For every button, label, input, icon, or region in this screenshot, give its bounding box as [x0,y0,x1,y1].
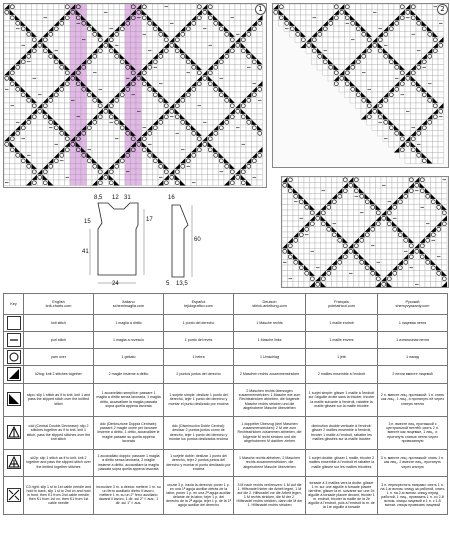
header-site: knit-charts.com [45,304,72,308]
key-cell: k2tog: knit 2 stitches together [24,366,94,383]
key-header-6 [378,294,448,315]
key-cell: torsade à 3 mailles vers la droite: glisser 1 m. sur une aiguille à torsade placée derrière, glisser la m. suivante sur une 2e aiguille à torsade placée devant, tricoter 1 m. endroit, tricoter la maille de la 2e aiguille à l'endroit, puis à l'endroit la m. de la 1re aiguille à torsade [306,476,378,514]
key-cell: 1 punto del revés [164,332,234,349]
key-cell: 2 п. вместе лиц. протяжкой: 1 п. снять как лиц., 1 лиц., и протянуть её через снятую петлю [378,383,448,416]
skpo-icon [7,392,21,406]
key-cell: 1 surjet double: glisser 1 maille, tricoter 2 mailles ensemble à l'endroit et rabattre la maille glissée sur les mailles tricotées [306,449,378,476]
key-header-5 [306,294,378,315]
key-row [4,315,448,332]
header-site: pointatricot.com [328,304,355,308]
key-symbol-cell [4,476,24,514]
key-cell: 1 накид [378,349,448,366]
c3-icon [7,488,21,502]
key-symbol-cell [4,449,24,476]
header-site: schemimaglia.com [112,304,145,308]
key-cell: skpo: slip 1 stitch as if to knit, knit 1 and pass the slipped stitch over the knitted stitch [24,383,94,416]
key-symbol-cell [4,366,24,383]
key-cell: 1 jeté [306,349,378,366]
key-header-3 [164,294,234,315]
key-cell: 1 Masche rechts abheben, 2 Maschen rechts zusammenstricken, die abgehobene Masche überziehen [234,449,306,476]
knit-icon [7,316,21,330]
key-cell: 3 п. перекрестить направо: снять 1 п. на 1-ю вспом. спицу за работой, снять 1 п. на 2-ю вспом. спицу перед работой, 1 лиц., провязать 1 п. со 2-й вспом. спицы лицевой и 1 п. с 1-й вспом. спицы провязать лицевой [378,476,448,514]
header-language: Español [191,299,206,304]
header-site: shemyvyazaniy.com [395,304,430,308]
key-cell: purl stitch [24,332,94,349]
stitch-chart-1 [3,3,267,188]
key-header-1 [24,294,94,315]
key-header-4 [234,294,306,315]
key-cell: 2 puntos juntos del derecho [164,366,234,383]
key-row [4,383,448,416]
schem-label-width: 24 [112,281,119,287]
cdd-icon [7,425,21,439]
key-cell: 1 punto del derecho [164,315,234,332]
header-language: Français [334,299,349,304]
garment-schematic [80,195,210,290]
key-cell: 1 maglia a rovescio [94,332,164,349]
key-header-row [4,294,448,315]
key-cell: knit stitch [24,315,94,332]
key-cell: 1 accavallato doppio: passare 1 maglia a diritto senza lavorarla, 2 maglie insieme a diritto, accavallare la maglia passata sopra quella appena lavorata [94,449,164,476]
schem-label-side-length: 41 [82,249,89,255]
key-cell: 3 M nach rechts verkreuzen: 1 M auf die 1. Hilfsnadel hinter die Arbeit legen, 1 M auf die 2. Hilfsnadel vor die Arbeit legen, 1 M rechts stricken, die M der 2. Hilfsnadel rechts stricken, dann die M der 1. Hilfsnadel rechts stricken [234,476,306,514]
key-row [4,332,448,349]
key-cell: 1 maille endroit [306,315,378,332]
chart-1-badge: 1 [255,4,266,15]
key-cell: diminution double verticale à l'endroit: glisser 2 mailles ensemble à l'endroit, tricoter 1 maille à l'endroit, rabattre les mailles glissées sur la maille tricotée [306,416,378,449]
yo-icon [7,350,21,364]
stitch-chart-2 [272,3,449,168]
key-cell: 1 surjet simple: glisser 1 maille à l'endroit sur l'aiguille droite sans la tricoter, tricoter la maille suivante à l'endroit, rabattre la maille glissée sur la maille tricotée [306,383,378,416]
key-symbol-cell [4,383,24,416]
schem-label-side-upper: 15 [84,219,91,225]
schem-label-sleeve-length: 60 [194,237,201,243]
key-cell: 2 Maschen rechts zusammenstricken [234,366,306,383]
key-cell: cdd (Central Double Decrease): slip 2 stitches together as if to knit, knit 1 stitch, pass the slipped stitches over the knit stitch [24,416,94,449]
stitch-key-table [3,293,448,515]
schem-label-neck: 12 [112,195,119,201]
key-cell: ddc (Diminuzione Doppia Centrale): passare 2 maglie come per lavorare insieme a diritto, 1 dritto, accavallare le maglie passate su quella appena lavorata [94,416,164,449]
key-cell: 2 mailles ensemble à l'endroit [306,366,378,383]
purl-icon [7,333,21,347]
key-row [4,366,448,383]
key-cell: 1 surjete simple: deslizar 1 punto del derecho, tejer 1 punto del derecho y montar el punto deslizado por encima [164,383,234,416]
key-cell: 1 Masche rechts [234,315,306,332]
key-cell: 1 accavellato semplice: passare 1 maglia a diritto senza lavorarla, 1 maglia dritto, accavallare la maglia passata sopra quella appena lavorata [94,383,164,416]
chart-1-grid [4,4,266,187]
key-row [4,476,448,514]
schem-label-sleeve-top: 16 [168,195,175,201]
key-cell: sk2p: slip 1 stitch as if to knit, knit 2 together and pass the slipped stitch over the knitted together stitches [24,449,94,476]
k2tog-icon [7,367,21,381]
key-header-2 [94,294,164,315]
key-cell: 1 surjete doble: deslizar 1 punto del derecho, tejer 2 puntos juntos del derecho y montar el punto deslizado por encima [164,449,234,476]
key-cell: 3 п. вместе лиц. протяжкой с центральной петлёй: снять 2 п. вместе как лицевые, 1 лиц., и протянуть снятые петли через провязанную [378,416,448,449]
key-cell: 1 maille envers [306,332,378,349]
key-cell: 2 maglie insieme a diritto [94,366,164,383]
key-cell: 1 doppelter Überzug (drei Maschen zusammenstricken): 2 M wie zum Rechtsstricken zusammen abheben, die folgende M recht stricken und die abgehobenen M darüber ziehen [234,416,306,449]
schematic-outline [80,195,210,290]
key-cell: 1 gettato [94,349,164,366]
header-language: Key [10,301,17,306]
key-row [4,449,448,476]
schem-label-shoulder: 8,5 [94,195,103,201]
schem-label-cuff-width: 13,5 [176,281,188,287]
key-cell: ddc (Disminución Doble Central): deslizar 2 puntos juntos como de derecho, tejer 1 punto del derecho y montar los puntos deslizados encima [164,416,234,449]
header-language: English [52,299,65,304]
key-cell: cruzar 3 p. hacia la derecha: poner 1 p. en una 1ª aguja auxiliar detrás de la labor, poner 1 p. en una 2ª aguja auxiliar delante de la labor, tejer 1 p. del derecho de la 2ª aguja, tejer 1 p. de la 1ª aguja auxiliar del derecho [164,476,234,514]
key-symbol-cell [4,332,24,349]
key-header-0 [4,294,24,315]
key-cell: incrociare 3 m. a destra: mettere 1 m. su un ferro ausiliario dietro il lavoro, mettere 1 m. su un 2° ferro ausiliario davanti il lavoro, 1 dir. sul 2° f. aus., 1 dir. sul 1° f. aus. [94,476,164,514]
key-body [4,315,448,515]
key-symbol-cell [4,315,24,332]
key-symbol-cell [4,416,24,449]
key-cell: 2 петли вместе лицевой [378,366,448,383]
header-site: tejidografico.com [184,304,213,308]
stitch-chart-3 [281,176,449,288]
key-symbol-cell [4,349,24,366]
key-cell: 1 изнаночная петля [378,332,448,349]
header-language: Italiano [122,299,135,304]
chart-2-badge: 2 [437,4,448,15]
schem-label-neck-depth: 31 [124,195,131,201]
key-row [4,349,448,366]
key-cell: 1 hebra [164,349,234,366]
key-cell: 1 лицевая петля [378,315,448,332]
key-row [4,416,448,449]
key-cell: 1 Umschlag [234,349,306,366]
sk2p-icon [7,455,21,469]
schem-label-armhole: 17 [146,217,153,223]
chart-2-grid [273,4,448,167]
key-cell: 1 Masche links [234,332,306,349]
header-language: Deutsch [262,299,277,304]
key-cell: C3 right: slip 1 st to 1st cable needle and hold in back, slip 1 st to 2nd cn and hold in front, then K1 from 2nd cable needle, then K1 from 1st cn, then K1 from 1st cable needle [24,476,94,514]
schem-label-cuff: 5 [166,281,170,287]
key-cell: 2 Maschen rechts überzogen zusammenstricken: 1 Masche wie zum Rechtsstricken abheben, die folgende Masche rechts stricken und die abgehobene Masche überziehen [234,383,306,416]
chart-3-grid [282,177,448,287]
key-cell: 1 maglia a diritto [94,315,164,332]
key-cell: 3 п. вместе лиц. протяжкой: снять 1 п. как лиц., 2 вместе лиц., протянуть через снятую [378,449,448,476]
key-cell: yarn over [24,349,94,366]
header-site: stirick-anleitung.com [252,304,287,308]
header-language: Русский [405,299,420,304]
